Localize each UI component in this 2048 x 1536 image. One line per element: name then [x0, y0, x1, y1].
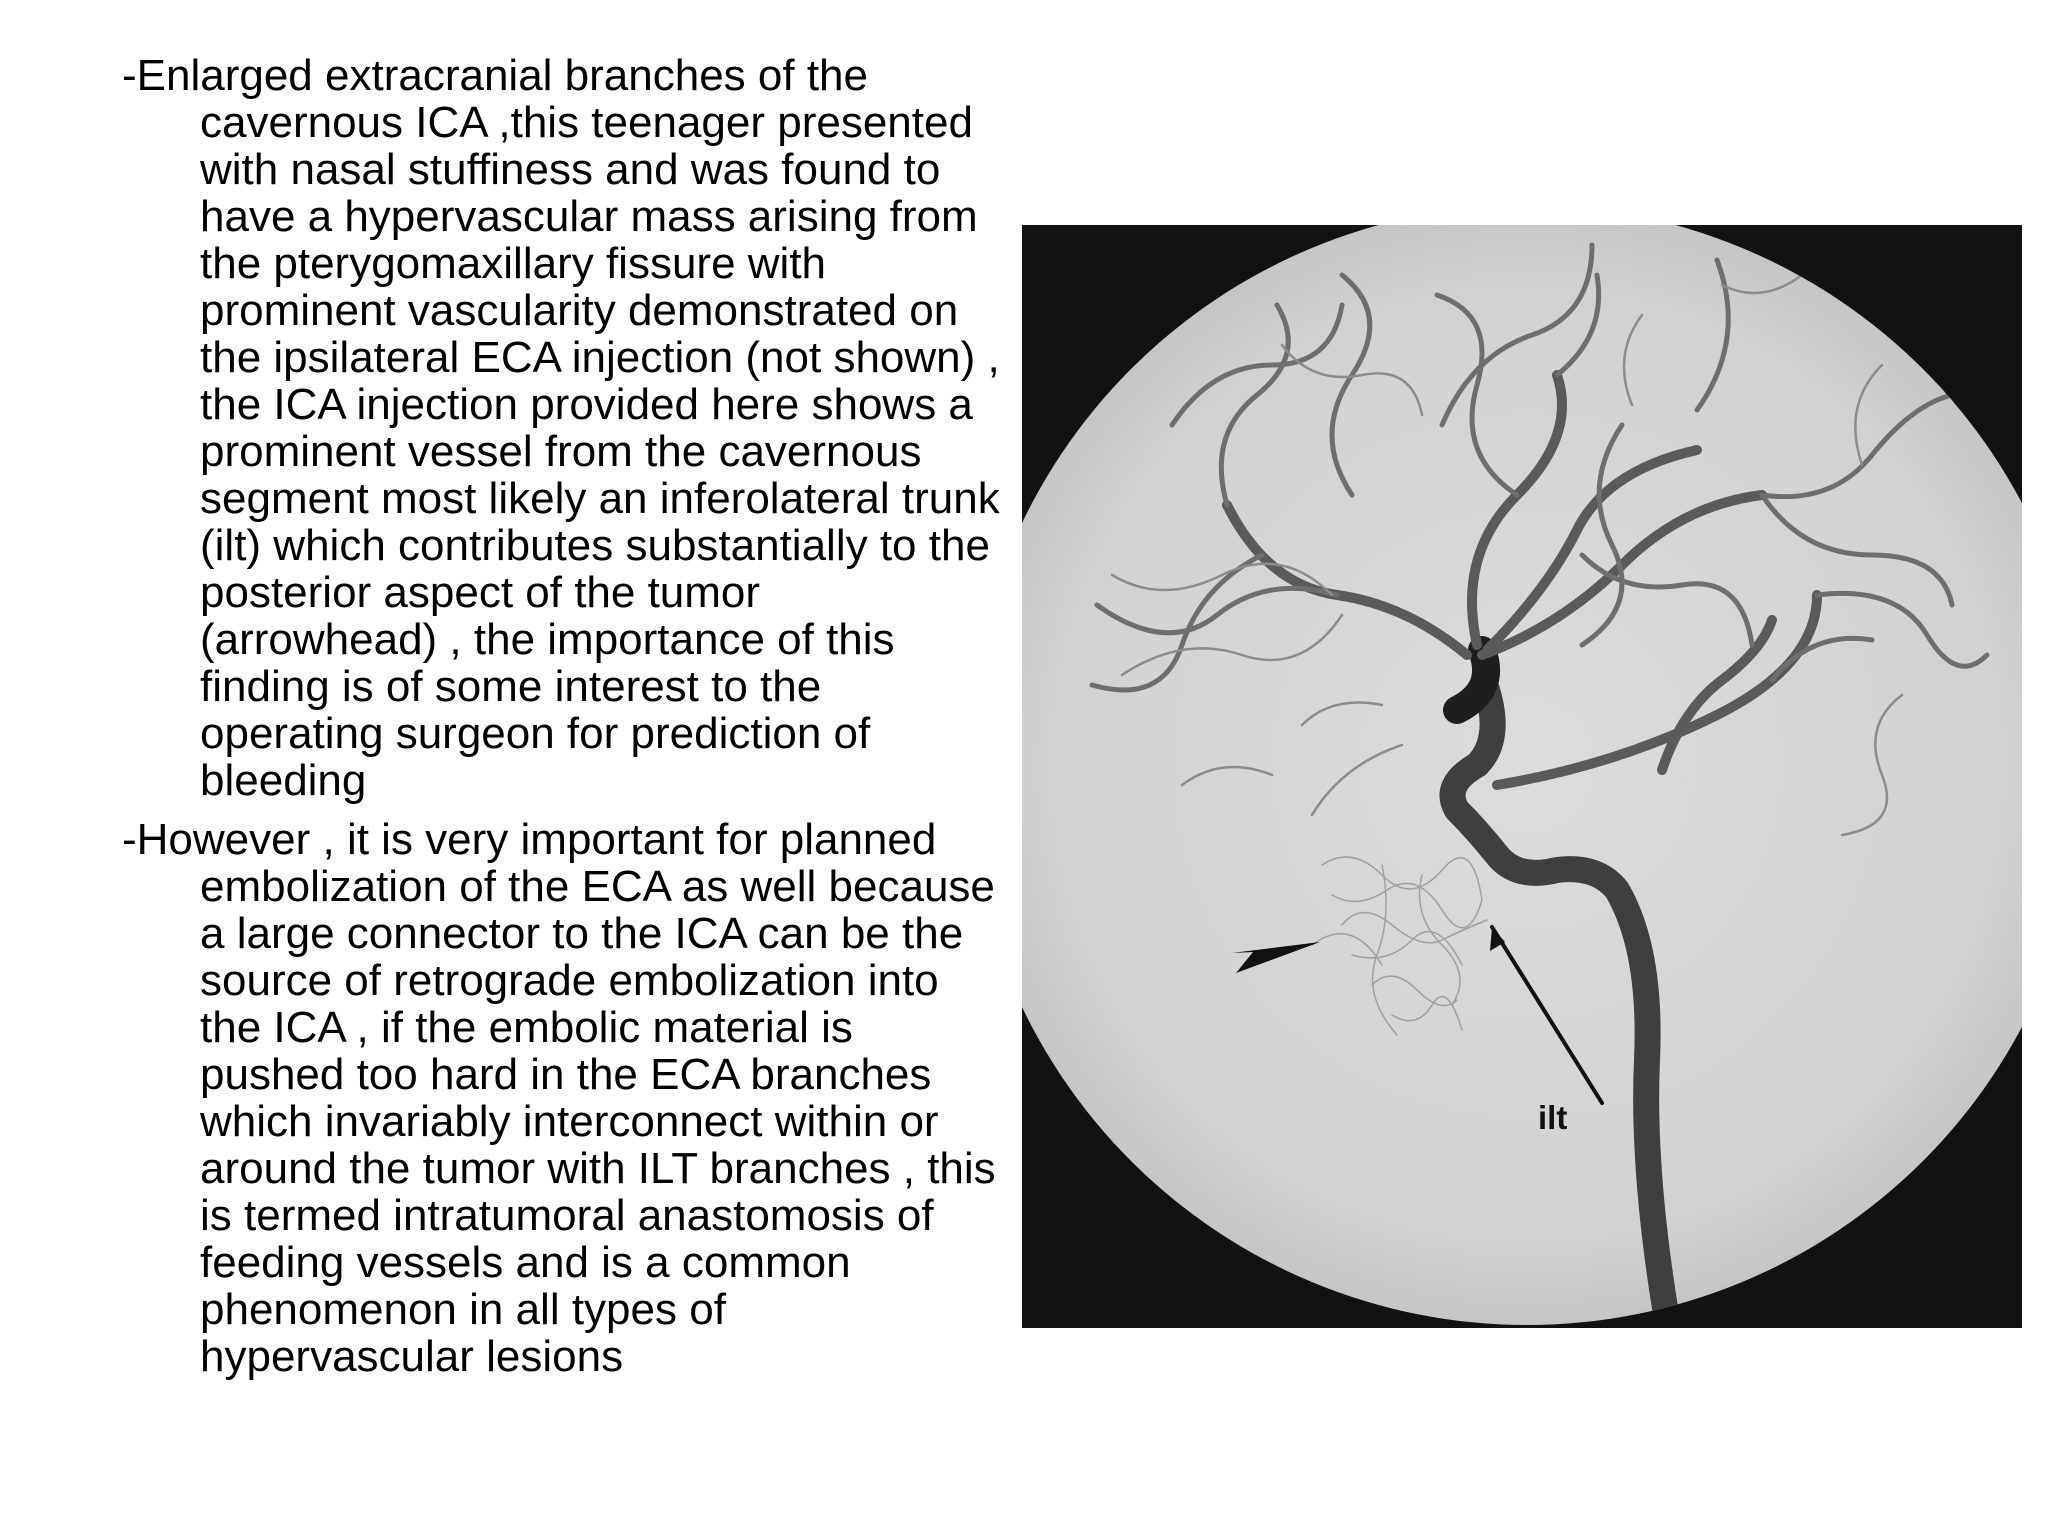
slide-text — [122, 52, 1002, 1392]
paragraph-2: -However , it is very important for planned embolization of the ECA as well because a large connector to the ICA can be the source of retrograde embolization into the ICA , if the embolic material is pushed too hard in the ECA branches which invariably interconnect within or around the tumor with ILT branches , this is termed intratumoral anastomosis of feeding vessels and is a common phenomenon in all types of hypervascular lesions — [122, 815, 996, 1381]
ilt-label: ilt — [1538, 1099, 1568, 1136]
paragraph-1: -Enlarged extracranial branches of the cavernous ICA ,this teenager presented with nasal stuffiness and was found to have a hypervascular mass arising from the pterygomaxillary fissure with prominent vascularity demonstrated on the ipsilateral ECA injection (not shown) , the ICA injection provided here shows a prominent vessel from the cavernous segment most likely an inferolateral trunk (ilt) which contributes substantially to the posterior aspect of the tumor (arrowhead) , the importance of this finding is of some interest to the operating surgeon for prediction of bleeding — [122, 51, 1000, 805]
field-of-view — [1022, 225, 2022, 1325]
angiogram-image — [1022, 225, 2022, 1328]
